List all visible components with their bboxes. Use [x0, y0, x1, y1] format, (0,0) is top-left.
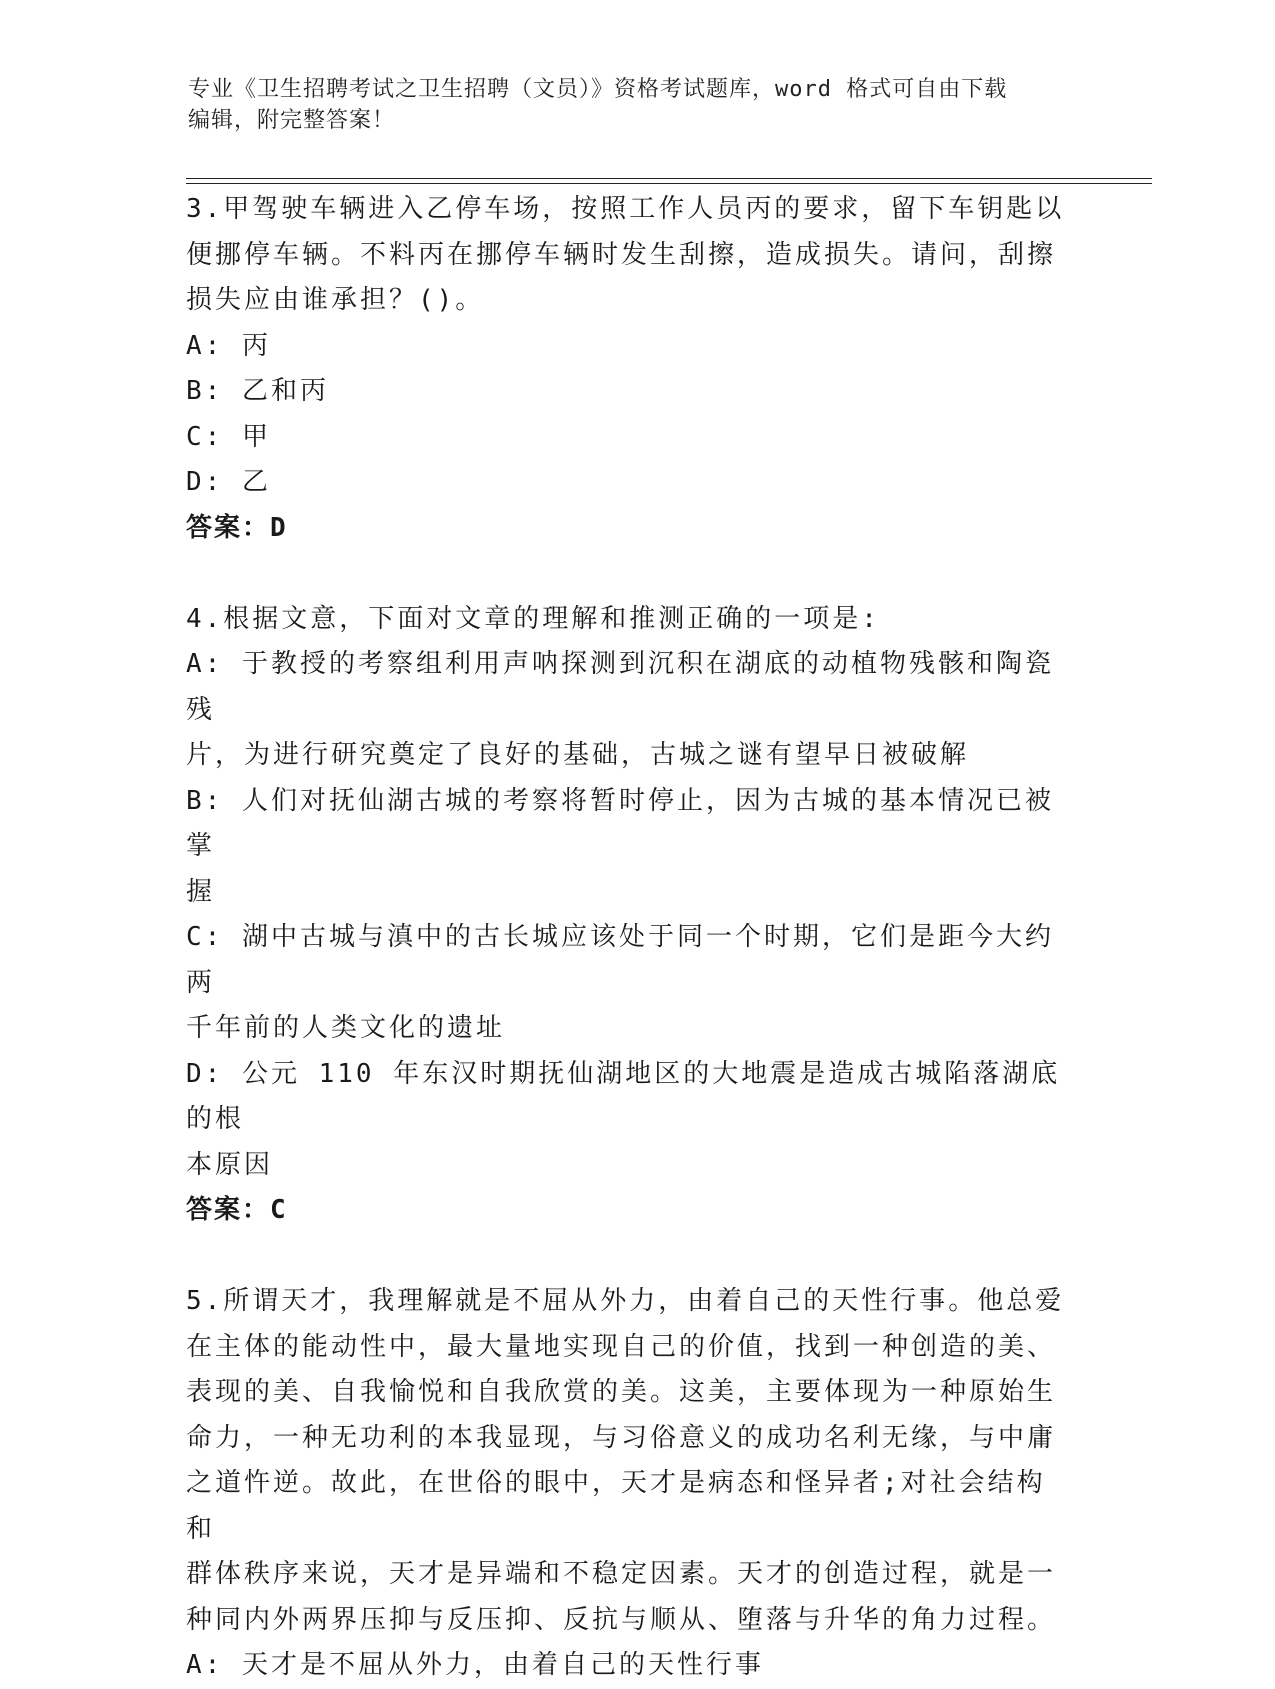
header-line-1: 专业《卫生招聘考试之卫生招聘（文员）》资格考试题库，word 格式可自由下载 — [188, 77, 1008, 102]
question-4-option-b-cont: 握 — [186, 876, 216, 907]
question-5-option-a: A: 天才是不屈从外力，由着自己的天性行事 — [186, 1650, 764, 1680]
question-5-stem-line: 种同内外两界压抑与反压抑、反抗与顺从、堕落与升华的角力过程。 — [186, 1604, 1057, 1635]
question-4-answer: 答案：C — [186, 1195, 288, 1225]
question-3-option-a: A: 丙 — [186, 330, 271, 361]
question-5-stem-line: 表现的美、自我愉悦和自我欣赏的美。这美，主要体现为一种原始生 — [186, 1377, 1057, 1407]
question-3 — [186, 187, 1066, 551]
question-3-stem-line: 损失应由谁承担？()。 — [186, 285, 485, 315]
question-4-option-d-cont: 本原因 — [186, 1149, 274, 1180]
question-3-answer: 答案：D — [186, 512, 288, 543]
question-3-stem-line: 便挪停车辆。不料丙在挪停车辆时发生刮擦，造成损失。请问，刮擦 — [186, 239, 1057, 270]
header-line-2: 编辑，附完整答案！ — [188, 108, 396, 133]
header-divider-top — [186, 178, 1152, 179]
question-4-option-a: A: 于教授的考察组利用声呐探测到沉积在湖底的动植物残骸和陶瓷残 — [186, 649, 1054, 725]
question-4-option-b: B: 人们对抚仙湖古城的考察将暂时停止，因为古城的基本情况已被掌 — [186, 785, 1054, 861]
question-5-stem-line: 在主体的能动性中，最大量地实现自己的价值，找到一种创造的美、 — [186, 1331, 1057, 1362]
question-5-stem-line: 之道忤逆。故此，在世俗的眼中，天才是病态和怪异者;对社会结构和 — [186, 1468, 1046, 1544]
spacer — [186, 551, 1066, 597]
question-4 — [186, 597, 1066, 1234]
question-3-stem-line: 3.甲驾驶车辆进入乙停车场，按照工作人员丙的要求，留下车钥匙以 — [186, 194, 1065, 224]
question-4-option-c-cont: 千年前的人类文化的遗址 — [186, 1013, 506, 1043]
question-5 — [186, 1279, 1066, 1689]
question-3-option-b: B: 乙和丙 — [186, 376, 329, 406]
question-4-stem-line: 4.根据文意，下面对文章的理解和推测正确的一项是: — [186, 603, 880, 634]
question-list — [186, 187, 1066, 1689]
page-header — [188, 74, 1068, 136]
question-5-stem-line: 命力，一种无功利的本我显现，与习俗意义的成功名利无缘，与中庸 — [186, 1422, 1057, 1453]
spacer — [186, 1234, 1066, 1280]
question-4-option-c: C: 湖中古城与滇中的古长城应该处于同一个时期，它们是距今大约两 — [186, 922, 1054, 998]
question-3-option-c: C: 甲 — [186, 421, 271, 452]
question-5-stem-line: 群体秩序来说，天才是异端和不稳定因素。天才的创造过程，就是一 — [186, 1559, 1057, 1589]
question-3-option-d: D: 乙 — [186, 467, 271, 497]
question-4-option-a-cont: 片，为进行研究奠定了良好的基础，古城之谜有望早日被破解 — [186, 740, 970, 770]
question-5-stem-line: 5.所谓天才，我理解就是不屈从外力，由着自己的天性行事。他总爱 — [186, 1286, 1065, 1316]
question-4-option-d: D: 公元 110 年东汉时期抚仙湖地区的大地震是造成古城陷落湖底的根 — [186, 1058, 1061, 1134]
header-divider-bottom — [186, 183, 1152, 184]
